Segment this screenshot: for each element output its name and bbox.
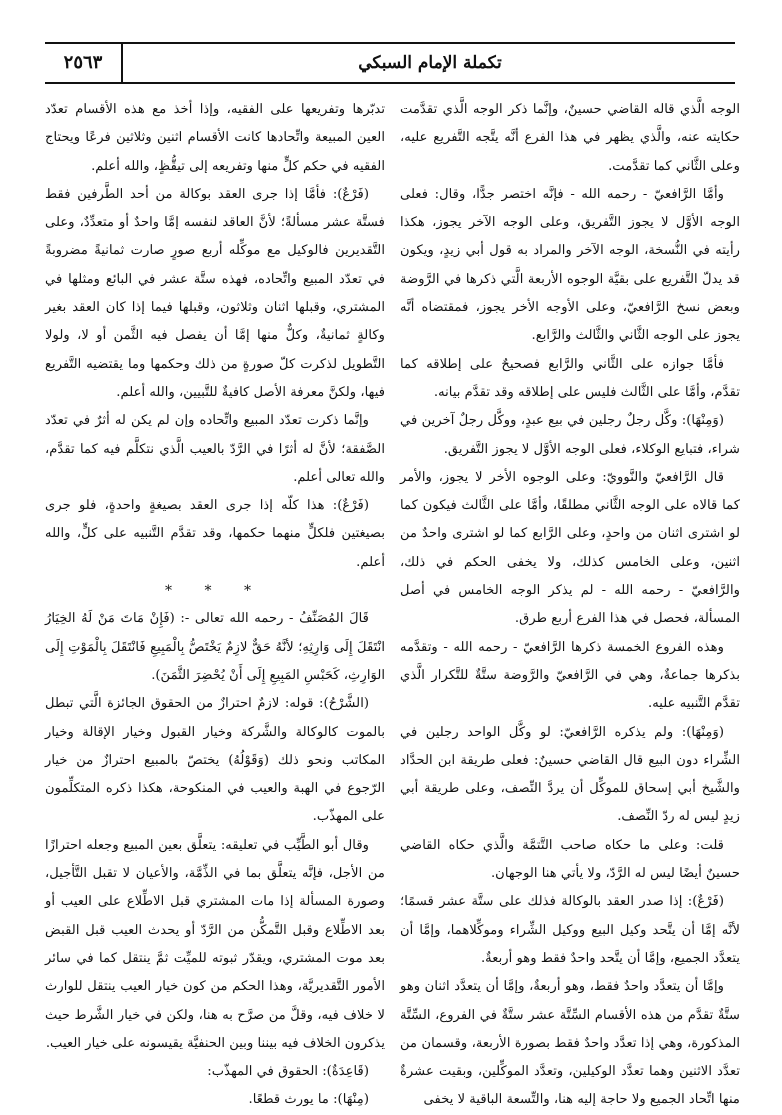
left-column <box>45 96 385 1108</box>
paragraph: وهذه الفروع الخمسة ذكرها الرَّافعيّ - رحمه الله - وتقدَّمه بذكرها جماعةٌ، وهي في الرَّافعيّ والرَّوضة ستَّةٌ للتَّكرار الَّذي تقدَّم التَّنبيه عليه. <box>400 639 740 712</box>
page-number: ٢٥٦٣ <box>45 44 123 82</box>
paragraph: (فَرْعٌ): هذا كلّه إذا جرى العقد بصيغةٍ واحدةٍ، فلو جرى بصيغتين فلكلٍّ منهما حكمها، وقد تقدَّم التَّنبيه على كلٍّ، والله أعلم. <box>45 498 385 570</box>
paragraph: الوجه الَّذي قاله القاضي حسينٌ، وإنَّما ذكر الوجه الَّذي تقدَّمت حكايته عنه، والَّذي يظهر في هذا الفرع أنَّه يتَّجه التَّفريع عليه، وعلى الثَّاني كما تقدَّمت. <box>400 102 740 174</box>
section-separator: * * * <box>165 583 265 600</box>
paragraph: قَالَ المُصَنِّفُ - رحمه الله تعالى -: (فَإِنْ مَاتَ مَنْ لَهُ الخِيَارُ انْتَقَلَ إِلَى وَارِثِهِ؛ لأنَّهُ حَقٌّ لازِمٌ يَخْتَصُّ بِالْمَبِيعِ فَانْتَقَلَ بِالْمَوْتِ إِلَى الوَارِثِ، كَحَبْسِ المَبِيعِ إِلَى أَنْ يُحْضِرَ الثَّمَنَ). <box>45 611 385 683</box>
paragraph: قلت: وعلى ما حكاه صاحب التَّتمَّة والَّذي حكاه القاضي حسينٌ أيضًا ليس له الرَّدّ، ولا يأتي هنا الوجهان. <box>400 837 740 882</box>
paragraph: (وَمِنْهَا): ولم يذكره الرَّافعيّ: لو وكَّل الواحد رجلين في الشِّراء دون البيع قال القاضي حسينٌ: فعلى طريقة ابن الحدَّاد والشَّيخ أبي إسحاق للموكِّل أن يردَّ النِّصف، وعلى طريقة أبي زيدٍ ليس له ردّ النِّصف. <box>400 724 740 825</box>
running-header <box>45 42 735 84</box>
paragraph: تدبّرها وتفريعها على الفقيه، وإذا أخذ مع هذه الأقسام تعدّد العين المبيعة واتِّحادها كانت الأقسام اثنين وثلاثين فرعًا ويحتاج الفقيه في حكم كلٍّ منها وتفريعه إلى تيقُّظٍ، والله أعلم. <box>45 102 385 174</box>
paragraph: وإنَّما ذكرت تعدّد المبيع واتِّحاده وإن لم يكن له أثرٌ في تعدّد الصَّفقة؛ لأنَّ له أثرًا في الرَّدّ بالعيب الَّذي نتكلَّم فيه كما تقدَّم، والله تعالى أعلم. <box>45 413 385 485</box>
paragraph: وإمَّا أن يتعدَّد واحدٌ فقط، وهو أربعةٌ، وإمَّا أن يتعدَّد اثنان وهو ستَّةٌ تقدَّم من هذه الأقسام السِّتَّة عشر ستَّةٌ في الفروع، السِّتَّة المذكورة، وهي إذا تعدَّد واحدٌ فقط بصورة الأربعة، وقسمان من تعدَّد الاثنين وهما تعدَّد الوكيلين، وتعدَّد الموكِّلين، وبقيت عشرةٌ منها اتِّحاد الجميع ولا حاجة إليه هنا، والتِّسعة الباقية لا يخفى <box>400 979 740 1108</box>
paragraph: (فَرْعٌ): فأمَّا إذا جرى العقد بوكالة من أحد الطَّرفين فقط فستَّة عشر مسألةً؛ لأنَّ العاقد لنفسه إمَّا واحدٌ أو متعدِّدٌ، وعلى التَّقديرين فالوكيل مع موكِّله أربع صورٍ صارت ثمانيةً مضروبةً في تعدّد المبيع واتِّحاده، فهذه ستَّة عشر في البائع ومثلها في المشتري، وقبلها اثنان وثلاثون، وقبلها فيما إذا كان العقد بغير وكالةٍ ثمانيةٌ، وكلٌّ منها إمَّا أن يفصل فيه الثَّمن أو لا، ولولا التَّطويل لذكرت كلّ صورةٍ من ذلك وحكمها وما يقتضيه التَّفريع فيها، ولكنَّ معرفة الأصل كافيةٌ للتَّبيين، والله أعلم. <box>45 186 385 400</box>
paragraph: (مِنْهَا): ما يورث قطعًا. <box>248 1092 369 1108</box>
paragraph: وأمَّا الرَّافعيّ - رحمه الله - فإنَّه اختصر جدًّا، وقال: فعلى الوجه الأوَّل لا يجوز التَّفريق، وعلى الوجه الآخر يجوز، هكذا رأيته في النُّسخة، الوجه الآخر والمراد به قول أبي زيدٍ، ويكون قد يدلّ التَّفريع على بقيَّة الوجوه الأربعة الَّتي ذكرها في الرَّوضة وبعض نسخ الرَّافعيّ، وعلى الأوجه الأخر يجوز، فمقتضاه أنَّه يجوز على الوجه الثَّاني والثَّالث والرَّابع. <box>400 186 740 344</box>
running-title: تكملة الإمام السبكي <box>358 53 502 73</box>
paragraph: وقال أبو الطَّيِّب في تعليقه: يتعلَّق بعين المبيع وجعله احترازًا من الأجل، فإنَّه يتعلَّق بما في الذِّمَّة، والأعيان لا تقبل التَّأجيل، وصورة المسألة إذا مات المشتري قبل الاطِّلاع على العيب أو بعد الاطِّلاع وقبل التَّمكُّن من الرَّدّ أو يحدث العيب قبل القبض بعد موت المشتري، ويقدّر ثبوته للميِّت ثمَّ ينتقل كما في سائر الأمور التَّقديريَّة، وهذا الحكم من كون خيار العيب ينتقل للوارث لا خلاف فيه، وقلَّ من صرَّح به هنا، ولكن في خيار الشَّرط حيث يذكرون الخلاف فيه بيننا وبين الحنفيَّة يقيسونه على خيار العيب. <box>45 837 385 1051</box>
right-column <box>400 96 740 1108</box>
paragraph: (فَرْعٌ): إذا صدر العقد بالوكالة فذلك على ستَّة عشر قسمًا؛ لأنَّه إمَّا أن يتَّحد وكيل البيع ووكيل الشِّراء وموكِّلاهما، وإمَّا أن يتعدَّد الجميع، وإمَّا أن يتَّحد واحدٌ فقط وهو أربعةٌ. <box>400 894 740 966</box>
paragraph: قال الرَّافعيّ والنَّوويّ: وعلى الوجوه الأخر لا يجوز، والأمر كما قالاه على الوجه الثَّاني مطلقًا، وأمَّا على الثَّالث فيكون كما لو اشترى اثنان من واحدٍ، وعلى الرَّابع كما لو اشترى واحدٌ من اثنين، وعلى الخامس كذلك، ولا يخفى الحكم في ذلك، والرَّافعيّ - رحمه الله - لم يذكر الوجه الخامس في أصل المسألة، فحصل في هذا الفرع أربع طرق. <box>400 469 740 627</box>
paragraph: (قَاعِدَةٌ): الحقوق في المهذّب: <box>207 1064 369 1080</box>
paragraph: (الشَّرْحُ): قوله: لازمٌ احترازٌ من الحقوق الجائزة الَّتي تبطل بالموت كالوكالة والشَّركة وخيار القبول وخيار الإقالة وخيار المكاتب ونحو ذلك (وَقَوْلُهُ) يختصّ بالمبيع احترازٌ من خيار الرّجوع في الهبة والعيب في المنكوحة، هكذا ذكره المتكلِّمون على المهذّب. <box>45 696 385 825</box>
paragraph: (وَمِنْهَا): وكَّل رجلٌ رجلين في بيع عبدٍ، ووكَّل رجلٌ آخرين في شراء، فتبايع الوكلاء، فعلى الوجه الأوَّل لا يجوز التَّفريق. <box>400 413 740 457</box>
paragraph: فأمَّا جوازه على الثَّاني والرَّابع فصحيحٌ على إطلاقه كما تقدَّم، وأمَّا على الثَّالث فليس على إطلاقه وقد تقدَّم بيانه. <box>400 356 740 400</box>
